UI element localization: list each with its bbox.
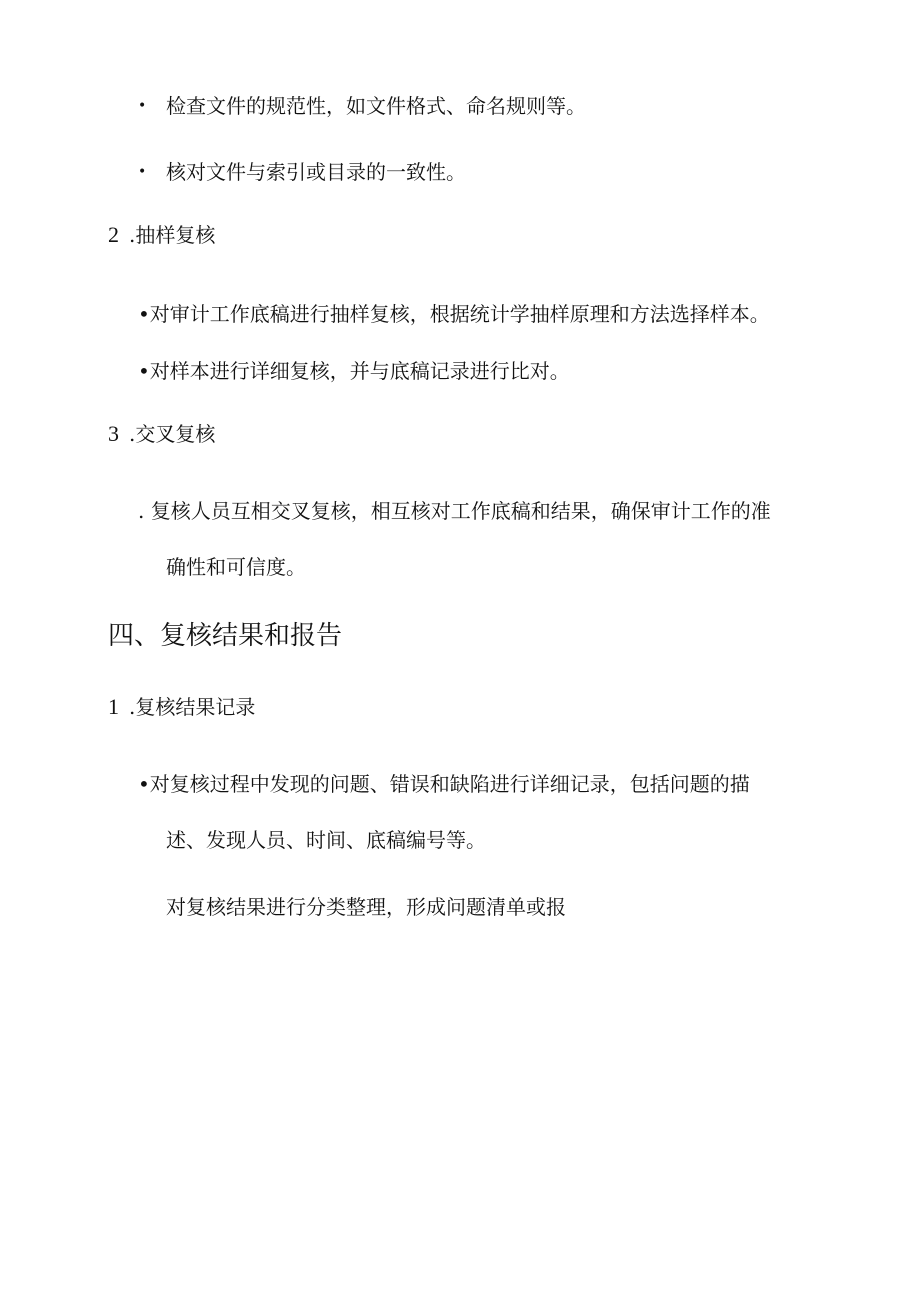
cross-review-line-1: . 复核人员互相交叉复核，相互核对工作底稿和结果，确保审计工作的准 (138, 499, 771, 523)
check-format-line: 检查文件的规范性，如文件格式、命名规则等。 (166, 94, 586, 118)
cross-review-line-2: 确性和可信度。 (166, 555, 306, 579)
heading-title: .交叉复核 (129, 422, 216, 446)
heading-result-record (108, 693, 255, 721)
bullet-icon: • (138, 98, 147, 114)
heading-title: .复核结果记录 (129, 695, 256, 719)
record-line-2: 述、发现人员、时间、底稿编号等。 (166, 828, 486, 852)
section-four-title: 四、复核结果和报告 (108, 621, 343, 651)
heading-sampling (108, 221, 215, 249)
check-index-line: 核对文件与索引或目录的一致性。 (166, 160, 466, 184)
sampling-line-1: •对审计工作底稿进行抽样复核，根据统计学抽样原理和方法选择样本。 (138, 302, 770, 326)
bullet-icon: • (138, 164, 147, 180)
record-line-3: 对复核结果进行分类整理，形成问题清单或报 (166, 895, 566, 919)
record-line-1: •对复核过程中发现的问题、错误和缺陷进行详细记录，包括问题的描 (138, 772, 750, 796)
heading-cross-review (108, 420, 215, 448)
heading-title: .抽样复核 (129, 223, 216, 247)
heading-number: 2 (108, 222, 119, 247)
heading-number: 1 (108, 694, 119, 719)
sampling-line-2: •对样本进行详细复核，并与底稿记录进行比对。 (138, 359, 570, 383)
heading-number: 3 (108, 421, 119, 446)
